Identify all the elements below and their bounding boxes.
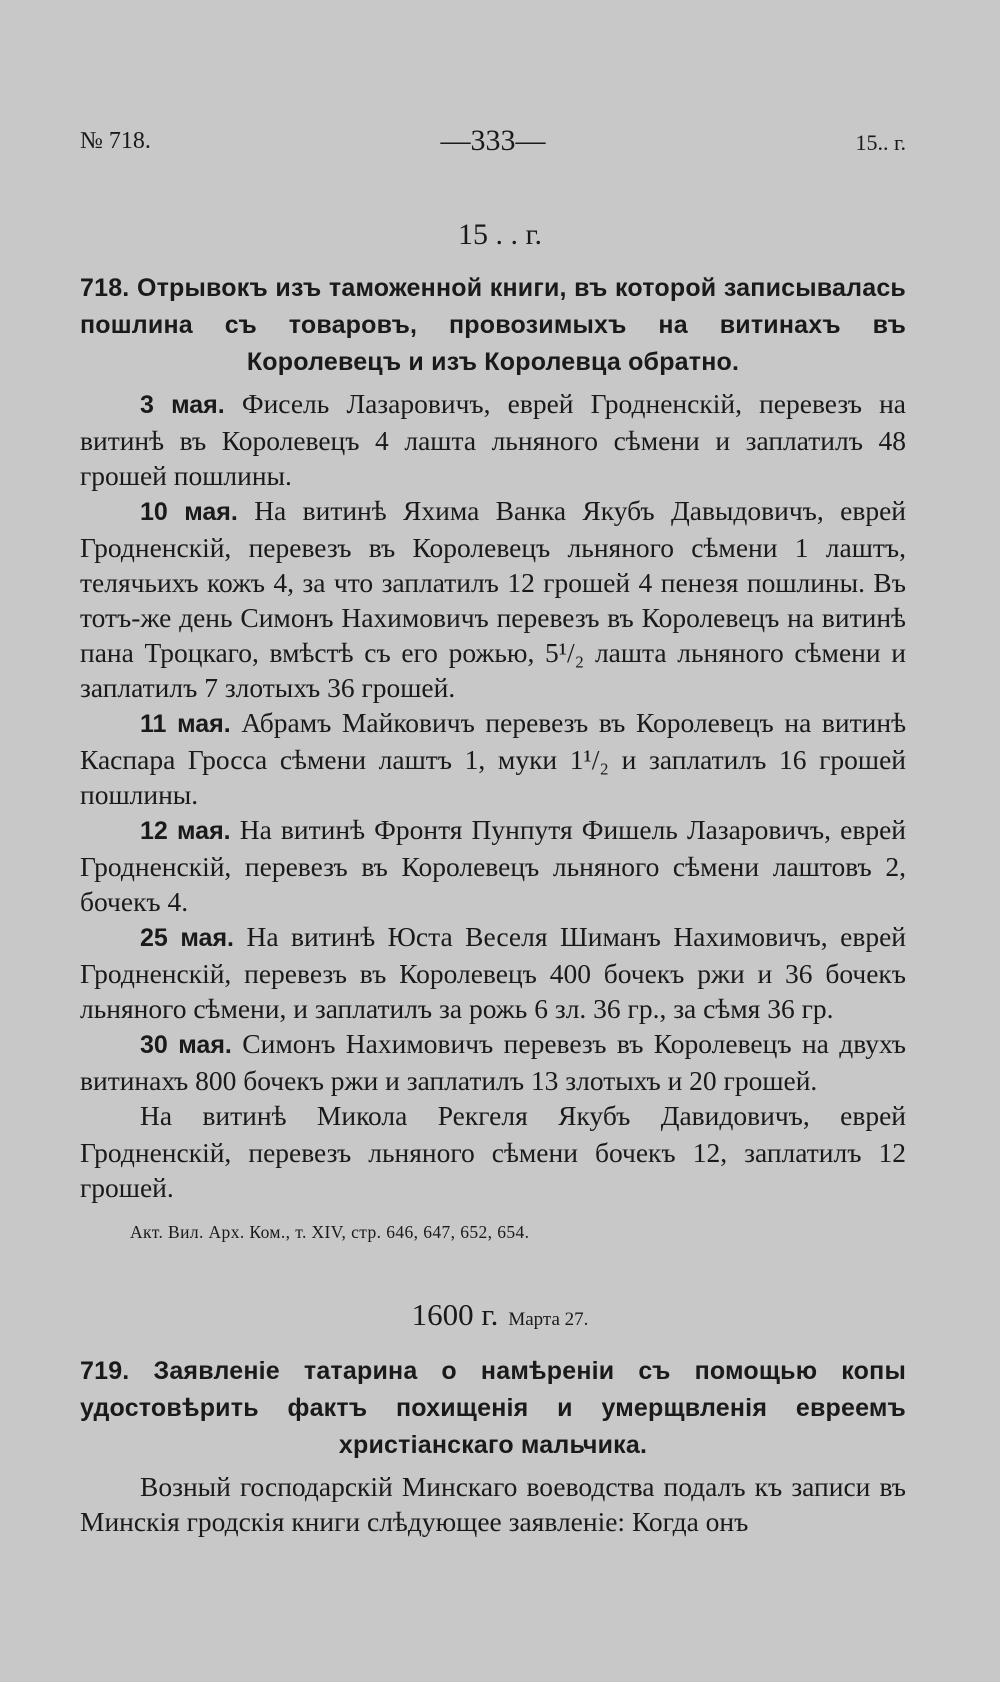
entry-date: 30 мая. — [140, 1031, 232, 1059]
doc-719-heading: 719. Заявленіе татарина о намѣреніи съ помощью копы удостовѣрить фактъ похищенія и умерщвленія евреемъ христіанскаго мальчика. — [80, 1357, 906, 1459]
entry-text: На витинѣ Фронтя Пунпутя Фишель Лазаровичъ, еврей Гродненскій, перевезъ въ Королевецъ льняного сѣмени лаштовъ 2, бочекъ 4. — [80, 814, 906, 917]
entry-date: 12 мая. — [140, 817, 231, 845]
running-head-year: 15.. г. — [855, 130, 906, 155]
entry-text: Фисель Лазаровичъ, еврей Гродненскій, перевезъ на витинѣ въ Королевецъ 4 лашта льняного сѣмени и заплатилъ 48 грошей пошлины. — [80, 388, 906, 491]
entry-text: На витинѣ Яхима Ванка Якубъ Давыдовичъ, еврей Гродненскій, перевезъ въ Королевецъ льняного сѣмени 1 лаштъ, телячьихъ кожъ 4, за что заплатилъ 12 грошей 4 пенезя пошлины. Въ тотъ-же день Симонъ Нахимовичъ перевезъ въ Королевецъ на витинѣ пана Троцкаго, вмѣстѣ съ его рожью, 5¹/₂ лашта льняного сѣмени и заплатилъ 7 злотыхъ 36 грошей. — [80, 495, 906, 703]
running-head-doc-number: № 718. — [80, 128, 151, 154]
entry-paragraph — [80, 493, 906, 705]
entry-paragraph — [80, 386, 906, 493]
doc-718-heading: 718. Отрывокъ изъ таможенной книги, въ которой записывалась пошлина съ товаровъ, провозимыхъ на витинахъ въ Королевецъ и изъ Королевца обратно. — [80, 274, 906, 376]
entry-date: 11 мая. — [140, 710, 231, 738]
page-number: —333— — [440, 124, 546, 157]
entry-text: Абрамъ Майковичъ перевезъ въ Королевецъ на витинѣ Каспара Гросса сѣмени лаштъ 1, муки 1¹/₂ и заплатилъ 16 грошей пошлины. — [80, 707, 906, 810]
doc-719-day: Марта 27. — [508, 1309, 589, 1330]
entry-paragraph — [80, 705, 906, 812]
entry-date: 3 мая. — [140, 391, 225, 419]
entry-paragraph — [80, 1026, 906, 1098]
doc-719-date — [0, 1297, 1000, 1333]
entry-date: 10 мая. — [140, 498, 238, 526]
entry-date: 25 мая. — [140, 924, 234, 952]
entry-paragraph — [80, 812, 906, 919]
doc-718-date: 15 . . г. — [458, 218, 542, 251]
entry-text: Симонъ Нахимовичъ перевезъ въ Королевецъ на двухъ витинахъ 800 бочекъ ржи и заплатилъ 13 злотыхъ и 20 грошей. — [80, 1028, 906, 1096]
entry-text: На витинѣ Микола Рекгеля Якубъ Давидовичъ, еврей Гродненскій, перевезъ льняного сѣмени бочекъ 12, заплатилъ 12 грошей. — [80, 1100, 906, 1203]
running-head — [80, 124, 906, 164]
entry-paragraph — [80, 919, 906, 1026]
doc-719-year: 1600 г. — [411, 1297, 499, 1332]
doc-719-paragraph: Возный господарскій Минскаго воеводства подалъ къ записи въ Минскія гродскія книги слѣдующее заявленіе: Когда онъ — [80, 1471, 906, 1537]
entry-text: На витинѣ Юста Веселя Шиманъ Нахимовичъ, еврей Гродненскій, перевезъ въ Королевецъ 400 бочекъ ржи и 36 бочекъ льняного сѣмени, и заплатилъ за рожь 6 зл. 36 гр., за сѣмя 36 гр. — [80, 921, 906, 1024]
entry-paragraph — [80, 1098, 906, 1205]
doc-718-entries — [80, 386, 906, 1205]
source-citation: Акт. Вил. Арх. Ком., т. XIV, стр. 646, 647, 652, 654. — [130, 1222, 530, 1242]
doc-719-text — [80, 1469, 906, 1539]
